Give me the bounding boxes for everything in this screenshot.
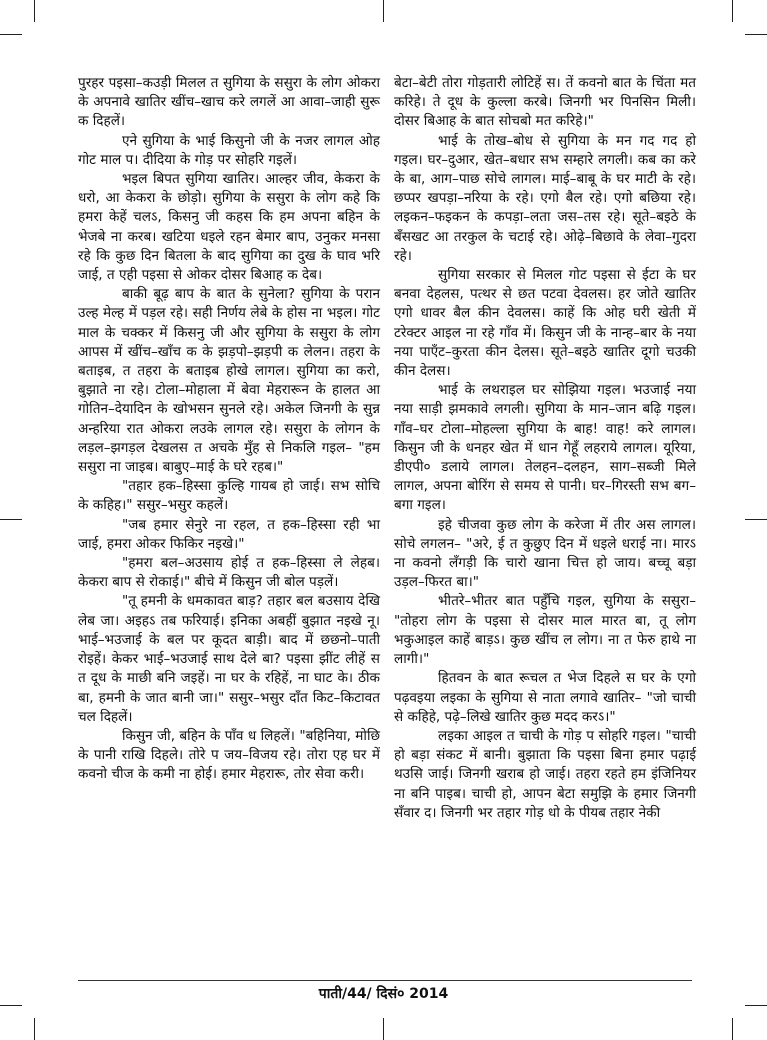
paragraph: भीतरे–भीतर बात पहुँचि गइल, सुगिया के ससुरा– "तोहरा लोग के पइसा से दोसर माल मारत बा, तू लोग भकुआइल काहें बाड़ऽ। कुछ खींच ल लोग। ना त फेरु हाथे ना लागी।" [394, 593, 696, 668]
paragraph: हितवन के बात रूचल त भेज दिहले स घर के एगो पढ़वइया लइका के सुगिया से नाता लगावे खातिर– "जो चाची से कहिहे, पढ़े–लिखे खातिर कुछ मदद करऽ।" [394, 670, 696, 725]
crop-mark-bottom-right-v [732, 1018, 733, 1040]
paragraph: एने सुगिया के भाई किसुनो जी के नजर लागल ओह गोट माल प। दीदिया के गोड़ पर सोहरि गइलें। [78, 132, 380, 168]
paragraph: "हमरा बल–अउसाय होई त हक–हिस्सा ले लेहब। केकरा बाप से रोकाई।" बीचे में किसुन जी बोल पड़लें। [78, 555, 380, 591]
crop-mark-top-left-v [34, 0, 35, 22]
paragraph: बेटा–बेटी तोरा गोड़तारी लोटिहें स। तें कवनो बात के चिंता मत करिहे। ते दूध के कुल्ला करबे। जिनगी भर पिनसिन मिली। दोसर बिआह के बात सोचबो मत करिहे।" [394, 75, 696, 130]
crop-mark-top-right-h [745, 34, 767, 35]
paragraph: किसुन जी, बहिन के पाँव ध लिहलें। "बहिनिया, मोछि के पानी राखि दिहले। तोरे प जय–विजय रहे। तोरा एह घर में कवनो चीज के कमी ना होई। हमार मेहरारू, तोर सेवा करी। [78, 727, 380, 783]
crop-mark-bottom-left-h [0, 1005, 22, 1006]
paragraph: इहे चीजवा कुछ लोग के करेजा में तीर अस लागल। सोचे लगलन– "अरे, ई त कुछुए दिन में धइले धराई ना। मारऽ ना कवनो लँगड़ी कि चारो खाना चित्त हो जाय। बच्चू बड़ा उड़ल–फिरत बा।" [394, 516, 696, 591]
left-column [78, 74, 380, 785]
paragraph: "जब हमार सेनुरे ना रहल, त हक–हिस्सा रही भा जाई, हमरा ओकर फिकिर नइखे।" [78, 516, 380, 552]
page-footer: पाती/44/ दिसं० 2014 [318, 986, 449, 1002]
crop-mark-top-right-v [732, 0, 733, 22]
footer-rule [78, 980, 692, 981]
paragraph: भाई के लथराइल घर सोझिया गइल। भउजाई नया नया साड़ी झमकावे लगली। सुगिया के मान–जान बढ़ि गइल। गाँव–घर टोला–मोहल्ला सुगिया के बाह! वाह! करे लागल। किसुन जी के धनहर खेत में धान गेहूँ लहराये लागल। यूरिया, डीएपी० डलाये लागल। तेलहन–दलहन, साग–सब्जी मिले लागल, अपना बोरिंग से समय से पानी। घर–गिरस्ती सभ बग–बगा गइल। [394, 382, 696, 514]
paragraph: सुगिया सरकार से मिलल गोट पइसा से ईटा के घर बनवा देहलस, पत्थर से छत पटवा देवलस। हर जोते खातिर एगो धावर बैल कीन देवलस। काहें कि ओह घरी खेती में टरेक्टर आइल ना रहे गाँव में। किसुन जी के नान्ह–बार के नया नया पाएँट–कुरता कीन देलस। सूते–बइठे खातिर दूगो चउकी कीन देलस। [394, 267, 696, 380]
paragraph: लइका आइल त चाची के गोड़ प सोहरि गइल। "चाची हो बड़ा संकट में बानी। बुझाता कि पइसा बिना हमार पढ़ाई थउसि जाई। जिनगी खराब हो जाई। तहरा रहते हम इंजिनियर ना बनि पाइब। चाची हो, आपन बेटा समुझि के हमार जिनगी सँवार द। जिनगी भर तहार गोड़ धो के पीयब तहार नेकी [394, 727, 696, 821]
crop-mark-top-left-h [0, 34, 22, 35]
crop-mark-top-center-v [383, 0, 384, 22]
crop-mark-mid-left-h [0, 519, 22, 520]
crop-mark-bottom-right-h [745, 1005, 767, 1006]
crop-mark-mid-right-h [745, 519, 767, 520]
paragraph: "तू हमनी के धमकावत बाड़? तहार बल बउसाय देखि लेब जा। अइहऽ तब फरियाई। इनिका अबहीं बुझात नइखे नू। भाई–भउजाई के बल पर कूदत बाड़ी। बाद में छछनो–पाती रोइहें। केकर भाई–भउजाई साथ देले बा? पइसा झींट लीहें स त दूध के माछी बनि जइहें। ना घर के रहिहें, ना घाट के। ठीक बा, हमनी के जात बानी जा।" ससुर–भसुर दाँत किट–किटावत चल दिहलें। [78, 593, 380, 725]
paragraph: भाई के तोख–बोध से सुगिया के मन गद गद हो गइल। घर–दुआर, खेत–बधार सभ सम्हारे लगली। कब का करे के बा, आग–पाछ सोचे लागल। माई–बाबू के घर माटी के रहे। छप्पर खपड़ा–नरिया के रहे। एगो बैल रहे। एगो बछिया रहे। लइकन–फइकन के कपड़ा–लता जस–तस रहे। सूते–बइठे के बँसखट आ तरकुल के चटाई रहे। ओढ़े–बिछावे के लेवा–गुदरा रहे। [394, 132, 696, 264]
paragraph: भइल बिपत सुगिया खातिर। आल्हर जीव, केकरा के धरो, आ केकरा के छोड़ो। सुगिया के ससुरा के लोग कहे कि हमरा केहें चलऽ, किसनु जी कहस कि हम अपना बहिन के भेजबे ना करब। खटिया धइले रहन बेमार बाप, उनुकर मनसा रहे कि कुछ दिन बितला के बाद सुगिया का दुख के घाव भरि जाई, त एही पइसा से ओकर दोसर बिआह क देब। [78, 171, 380, 284]
crop-mark-bottom-center-v [383, 1018, 384, 1040]
paragraph: बाकी बूढ़ बाप के बात के सुनेला? सुगिया के परान उल्ह मेल्ह में पड़ल रहे। सही निर्णय लेबे के होस ना भइल। गोट माल के चक्कर में किसनु जी और सुगिया के ससुरा के लोग आपस में खींच–खाँच क के झड़पो–झड़पी क लेलन। तहरा के बताइब, त तहरा के बताइब होखे लागल। सुगिया का करो, बुझाते ना रहे। टोला–मोहाला में बेवा मेहरारून के हालत आ गोतिन–देयादिन के खोभसन सुनले रहे। अकेल जिनगी के सुन्न अन्हरिया रात ओकरा लउके लागल रहे। ससुरा के लोगन के लड़ल–झगड़ल देखलस त अचके मुँह से निकलि गइल– "हम ससुरा ना जाइब। बाबुए–माई के घरे रहब।" [78, 286, 380, 476]
paragraph: "तहार हक–हिस्सा कुल्हि गायब हो जाई। सभ सोचि के कहिह।" ससुर–भसुर कहलें। [78, 478, 380, 514]
right-column [394, 74, 696, 823]
crop-mark-bottom-left-v [34, 1018, 35, 1040]
paragraph: पुरहर पइसा–कउड़ी मिलल त सुगिया के ससुरा के लोग ओकरा के अपनावे खातिर खींच–खाच करे लगलें आ आवा–जाही सुरू क दिहलें। [78, 75, 380, 130]
